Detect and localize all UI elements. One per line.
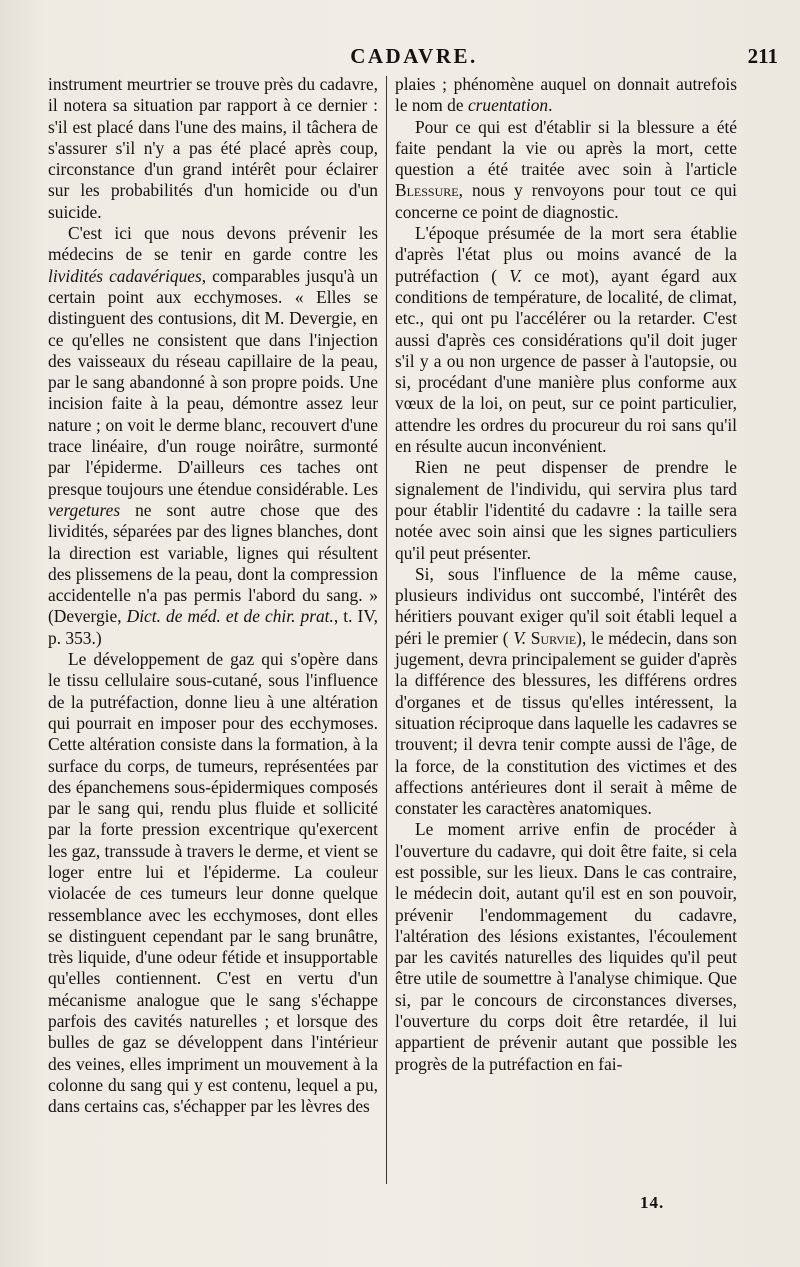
text-run: . — [548, 95, 553, 116]
text-run: Le moment arrive enfin de procéder à l'ouverture du cadavre, qui doit être faite, si cela est possible, sur les lieux. Dans le cas contraire, le médecin doit, autant qu'il est en son pouvoir, prévenir l'endommagement du cadavre, l'altération des lésions existantes, l'écoulement par les cavités naturelles des liquides qu'il peut être utile de soumettre à l'analyse chimique. Que si, par le concours de circonstances diverses, l'ouverture du corps doit être retardée, il lui appartient de prévenir autant que possible les progrès de la putréfaction en fai- — [395, 819, 737, 1074]
paragraph — [395, 564, 737, 820]
running-title: CADAVRE. — [350, 44, 478, 68]
right-text-column — [395, 74, 737, 1075]
text-run: Si, sous l'influence de la même cause, plusieurs individus ont succombé, l'intérêt des héritiers pouvant exiger qu'il soit établi lequel a péri le premier ( — [395, 563, 737, 648]
paragraph — [48, 649, 378, 1118]
column-divider — [386, 76, 387, 1184]
left-text-column — [48, 74, 378, 1118]
text-run: Le développement de gaz qui s'opère dans le tissu cellulaire sous-cutané, sous l'influence de la putréfaction, donne lieu à une altération qui pourrait en imposer pour des ecchymoses. Cette altération consiste dans la formation, à la surface du corps, de tumeurs, représentées par des épanchemens sous-épidermiques composés par le sang qui, rendu plus fluide et sollicité par la forte pression excentrique qu'exercent les gaz, transsude à travers le derme, et vient se loger entre lui et l'épiderme. La couleur violacée de ces tumeurs leur donne quelque ressemblance avec les ecchymoses, dont elles se distinguent cependant par le sang brunâtre, très liquide, d'une odeur fétide et insupportable qu'elles contiennent. C'est en vertu d'un mécanisme analogue que le sang s'échappe parfois des cavités naturelles ; et lorsque des bulles de gaz se développent dans l'intérieur des veines, elles impriment un mouvement à la colonne du sang qui y est contenu, lequel a pu, dans certains cas, s'échapper par les lèvres des — [48, 649, 378, 1117]
paragraph — [395, 819, 737, 1075]
text-run: , t. IV, p. 353.) — [48, 606, 378, 648]
paragraph — [395, 223, 737, 457]
text-run: C'est ici que nous devons prévenir les médecins de se tenir en garde contre les — [48, 223, 378, 265]
signature-mark: 14. — [640, 1193, 665, 1212]
italic-text: vergetures — [48, 499, 121, 520]
small-caps-text: Survie — [530, 627, 577, 648]
text-run: Pour ce qui est d'établir si la blessure a été faite pendant la vie ou après la mort, cette question a été traitée avec soin à l'article — [395, 116, 737, 180]
text-run: plaies ; phénomène auquel on donnait autrefois le nom de — [395, 74, 737, 116]
paragraph — [395, 457, 737, 563]
text-run: L'époque présumée de la mort sera établie d'après l'état plus ou moins avancé de la putréfaction ( — [395, 223, 737, 286]
text-run: , nous y renvoyons pour tout ce qui concerne ce point de diagnostic. — [395, 180, 737, 222]
continued-paragraph — [395, 74, 737, 117]
page-number: 211 — [747, 44, 778, 68]
text-run: ), le médecin, dans son jugement, devra principalement se guider d'après la différence des blessures, les différens ordres d'organes et de tissus qu'elles intéressent, la situation réciproque dans laquelle les cadavres se trouvent; il devra tenir compte aussi de l'âge, de la force, de la constitution des victimes et des affections antérieures dont il serait à même de constater les caractères anatomiques. — [395, 627, 737, 819]
italic-text: lividités cadavériques — [48, 265, 202, 286]
text-run: ne sont autre chose que des lividités, séparées par des lignes blanches, dont la direction est variable, lignes qui résultent des plissemens de la peau, dont la compression accidentelle n'a pas permis l'abord du sang. » (Devergie, — [48, 499, 378, 627]
small-caps-text: Blessure — [395, 180, 459, 201]
text-run: instrument meurtrier se trouve près du cadavre, il notera sa situation par rapport à ce dernier : s'il est placé dans l'une des mains, il tâchera de s'assurer s'il n'y a pas été placé après coup, circonstance d'un grand intérêt pour éclairer sur les probabilités d'un homicide ou d'un suicide. — [48, 74, 378, 222]
page-header — [50, 40, 778, 72]
text-run: Rien ne peut dispenser de prendre le signalement de l'individu, qui servira plus tard pour établir l'identité du cadavre : la taille sera notée avec soin ainsi que les signes particuliers qu'il peut présenter. — [395, 457, 737, 563]
text-run: ce mot), ayant égard aux conditions de température, de localité, de climat, etc., qui ont pu l'accélérer ou la retarder. C'est aussi d'après ces considérations qu'il doit juger s'il y a ou non urgence de passer à l'autopsie, ou si, procédant d'une manière plus conforme aux vœux de la loi, on peut, sur ce point particulier, attendre les ordres du procureur du roi sans qu'il en résulte aucun inconvénient. — [395, 265, 737, 457]
text-run: , comparables jusqu'à un certain point aux ecchymoses. « Elles se distinguent des contusions, dit M. Devergie, en ce qu'elles ne consistent que dans l'injection des vaisseaux du réseau capillaire de la peau, par le sang abandonné à son propre poids. Une incision faite à la peau, démontre assez leur nature ; on voit le derme blanc, recouvert d'une trace linéaire, d'un rouge noirâtre, surmonté par l'épiderme. D'ailleurs ces taches ont presque toujours une étendue considérable. Les — [48, 265, 378, 499]
italic-text: cruentation — [467, 95, 549, 116]
italic-text: V. — [513, 627, 527, 648]
italic-text: Dict. de méd. et de chir. prat. — [126, 606, 334, 627]
italic-text: V. — [509, 265, 522, 286]
continued-paragraph — [48, 74, 378, 223]
paragraph — [48, 223, 378, 649]
paragraph — [395, 117, 737, 223]
